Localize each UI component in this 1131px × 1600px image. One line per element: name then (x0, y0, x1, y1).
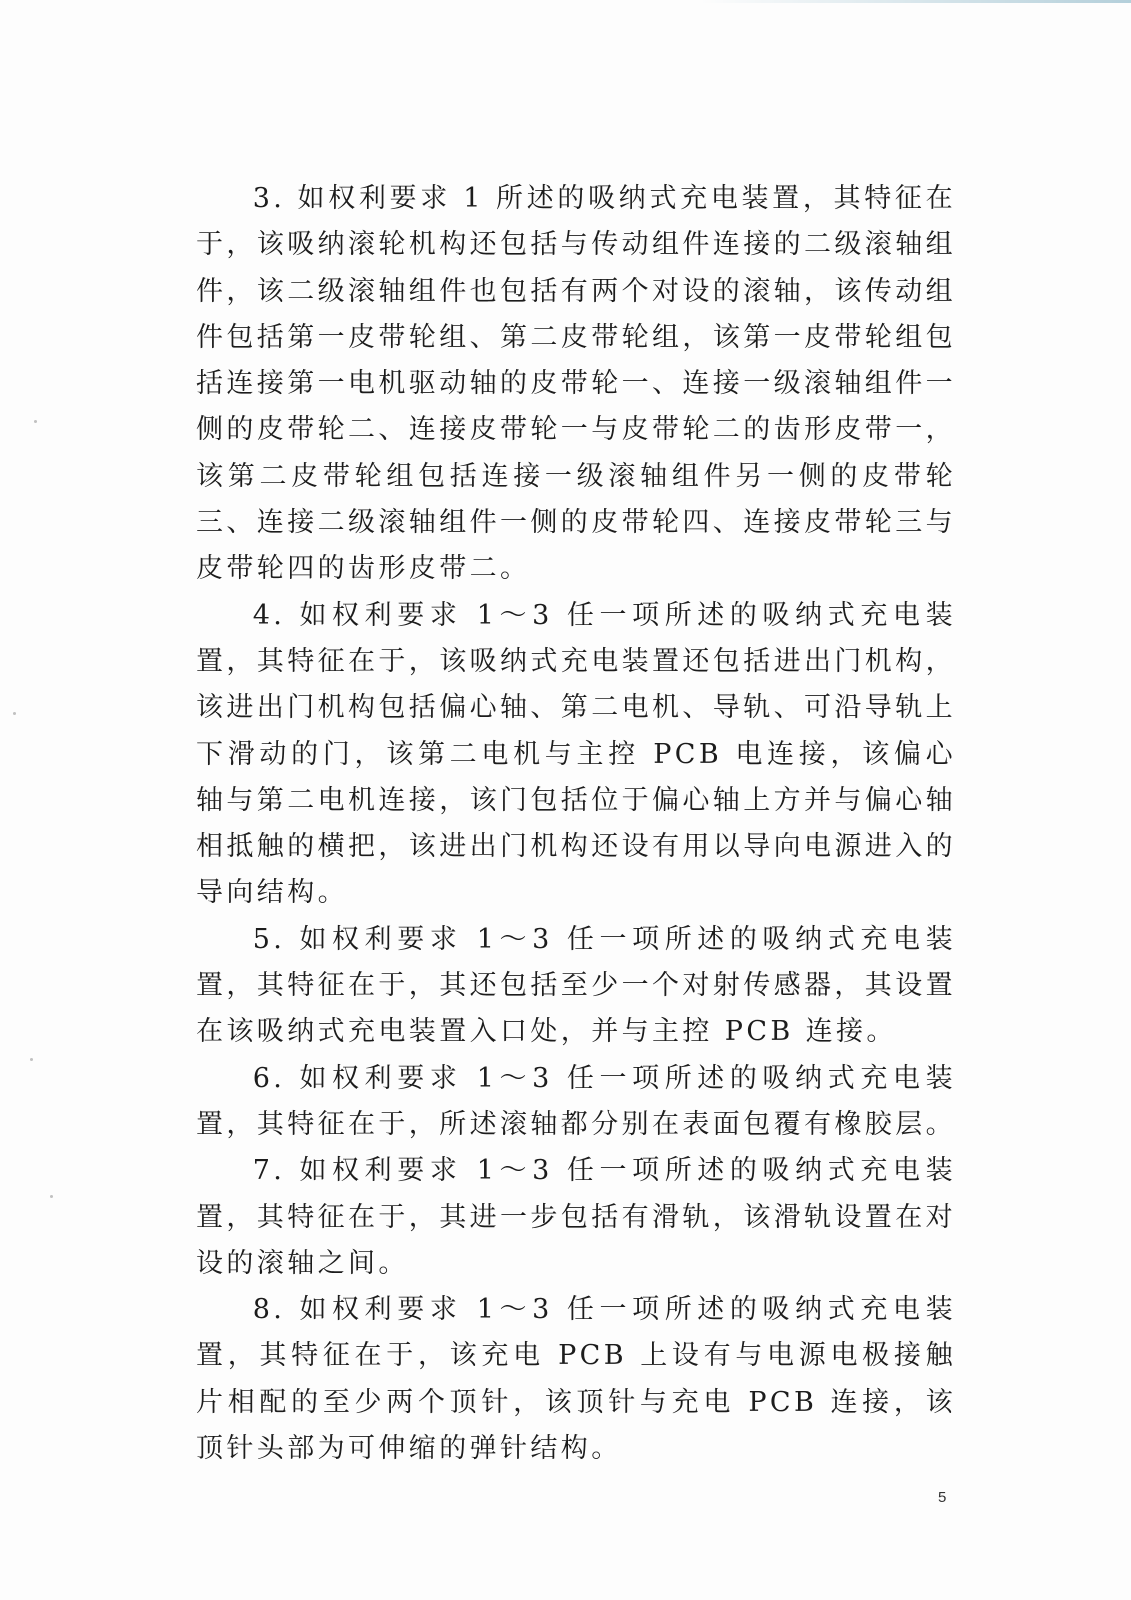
scan-speck (50, 1195, 53, 1198)
scan-speck (34, 420, 37, 423)
claim-8: 8. 如权利要求 1～3 任一项所述的吸纳式充电装置，其特征在于，该充电 PCB 上设有与电源电极接触片相配的至少两个顶针，该顶针与充电 PCB 连接，该顶针头部为可伸缩的弹针结构。 (196, 1294, 956, 1465)
scan-edge-artifact (701, 0, 1131, 3)
scan-speck (13, 712, 16, 715)
claim-4: 4. 如权利要求 1～3 任一项所述的吸纳式充电装置，其特征在于，该吸纳式充电装置还包括进出门机构，该进出门机构包括偏心轴、第二电机、导轨、可沿导轨上下滑动的门，该第二电机与主控 PCB 电连接，该偏心轴与第二电机连接，该门包括位于偏心轴上方并与偏心轴相抵触的横把，该进出门机构还设有用以导向电源进入的导向结构。 (196, 599, 956, 909)
claim-5: 5. 如权利要求 1～3 任一项所述的吸纳式充电装置，其特征在于，其还包括至少一个对射传感器，其设置在该吸纳式充电装置入口处，并与主控 PCB 连接。 (196, 923, 956, 1048)
claim-3: 3. 如权利要求 1 所述的吸纳式充电装置，其特征在于，该吸纳滚轮机构还包括与传动组件连接的二级滚轴组件，该二级滚轴组件也包括有两个对设的滚轴，该传动组件包括第一皮带轮组、第二皮带轮组，该第一皮带轮组包括连接第一电机驱动轴的皮带轮一、连接一级滚轴组件一侧的皮带轮二、连接皮带轮一与皮带轮二的齿形皮带一，该第二皮带轮组包括连接一级滚轴组件另一侧的皮带轮三、连接二级滚轴组件一侧的皮带轮四、连接皮带轮三与皮带轮四的齿形皮带二。 (196, 183, 956, 585)
claims-body (196, 176, 956, 1472)
page-number: 5 (938, 1489, 947, 1506)
scan-speck (30, 1058, 33, 1061)
claim-7: 7. 如权利要求 1～3 任一项所述的吸纳式充电装置，其特征在于，其进一步包括有滑轨，该滑轨设置在对设的滚轴之间。 (196, 1155, 956, 1279)
claim-6: 6. 如权利要求 1～3 任一项所述的吸纳式充电装置，其特征在于，所述滚轴都分别在表面包覆有橡胶层。 (196, 1062, 956, 1140)
